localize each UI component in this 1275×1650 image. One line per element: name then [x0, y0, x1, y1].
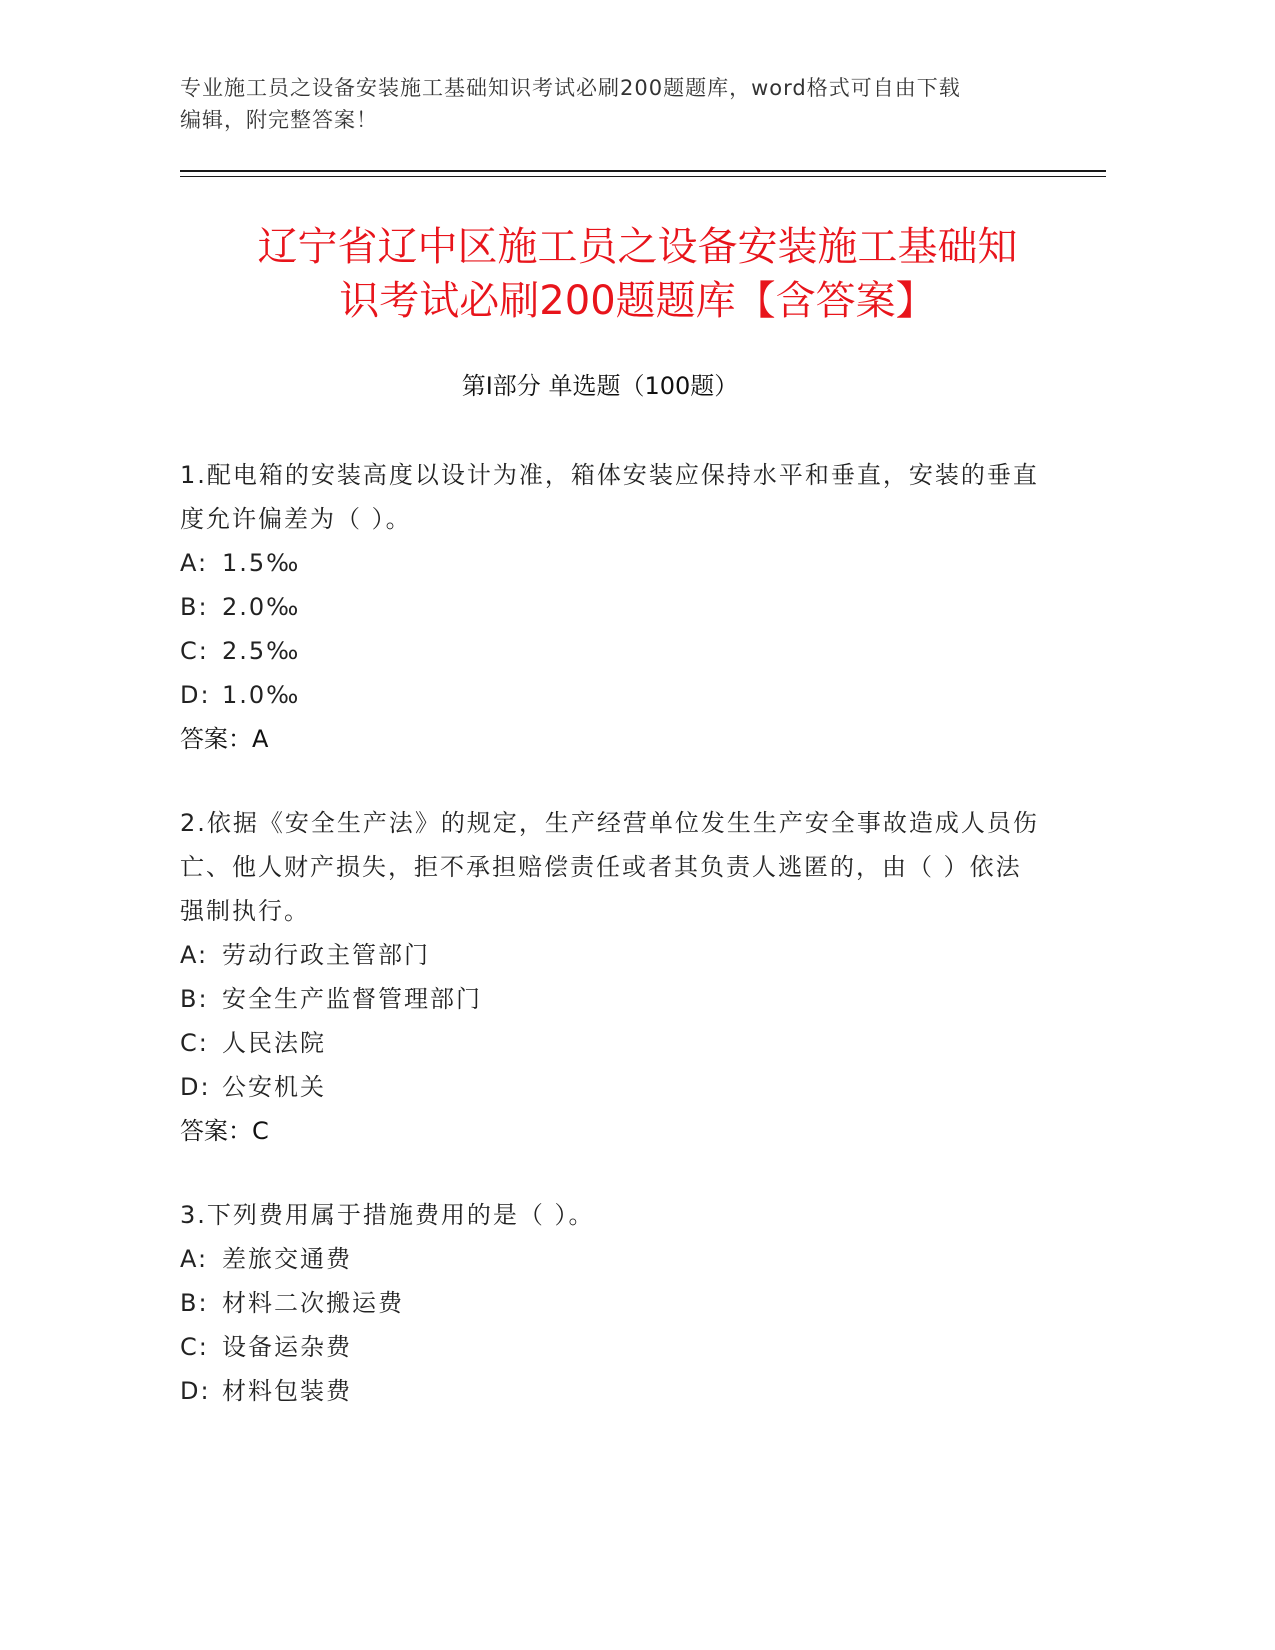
- option-letter: B:: [180, 593, 209, 621]
- question-stem: 3.下列费用属于措施费用的是（ ）。: [180, 1201, 595, 1229]
- option-b: [180, 977, 1040, 1021]
- option-c: [180, 1325, 1040, 1369]
- option-text: 安全生产监督管理部门: [222, 985, 482, 1013]
- header-rule-thin: [180, 176, 1106, 177]
- option-letter: A:: [180, 941, 209, 969]
- option-d: [180, 1065, 1040, 1109]
- option-d: [180, 1369, 1040, 1413]
- option-letter: C:: [180, 1029, 209, 1057]
- question-stem: 1.配电箱的安装高度以设计为准，箱体安装应保持水平和垂直，安装的垂直度允许偏差为（ ）。: [180, 461, 1039, 533]
- header-note-line1: 专业施工员之设备安装施工基础知识考试必刷200题题库，word格式可自由下载: [180, 76, 961, 100]
- document-title: [150, 220, 1125, 328]
- option-text: 1.0‰: [222, 681, 301, 709]
- option-text: 劳动行政主管部门: [222, 941, 430, 969]
- header-rule-thick: [180, 170, 1106, 172]
- option-text: 人民法院: [222, 1029, 326, 1057]
- option-text: 材料包装费: [222, 1377, 352, 1405]
- question-1: [180, 453, 1040, 761]
- answer: 答案：A: [180, 725, 269, 753]
- answer: 答案：C: [180, 1117, 269, 1145]
- document-title-line2: 识考试必刷200题题库【含答案】: [339, 278, 936, 324]
- option-text: 2.0‰: [222, 593, 301, 621]
- header-note: [180, 72, 1060, 136]
- option-b: [180, 585, 1040, 629]
- option-d: [180, 673, 1040, 717]
- option-letter: B:: [180, 1289, 209, 1317]
- option-text: 2.5‰: [222, 637, 301, 665]
- section-title: 第Ⅰ部分 单选题（100题）: [461, 372, 739, 400]
- option-letter: A:: [180, 549, 209, 577]
- option-letter: A:: [180, 1245, 209, 1273]
- option-letter: C:: [180, 637, 209, 665]
- option-a: [180, 541, 1040, 585]
- question-3: [180, 1193, 1040, 1413]
- option-c: [180, 629, 1040, 673]
- header-note-line2: 编辑，附完整答案！: [180, 108, 378, 132]
- option-text: 材料二次搬运费: [222, 1289, 404, 1317]
- option-letter: D:: [180, 1377, 211, 1405]
- option-letter: B:: [180, 985, 209, 1013]
- option-text: 公安机关: [222, 1073, 326, 1101]
- option-text: 1.5‰: [222, 549, 301, 577]
- option-letter: D:: [180, 681, 211, 709]
- option-a: [180, 933, 1040, 977]
- question-2: [180, 801, 1040, 1153]
- option-letter: D:: [180, 1073, 211, 1101]
- option-b: [180, 1281, 1040, 1325]
- option-text: 差旅交通费: [222, 1245, 352, 1273]
- option-letter: C:: [180, 1333, 209, 1361]
- document-title-line1: 辽宁省辽中区施工员之设备安装施工基础知: [257, 224, 1018, 270]
- option-a: [180, 1237, 1040, 1281]
- question-stem: 2.依据《安全生产法》的规定，生产经营单位发生生产安全事故造成人员伤亡、他人财产损失，拒不承担赔偿责任或者其负责人逃匿的，由（ ）依法强制执行。: [180, 809, 1039, 925]
- option-text: 设备运杂费: [222, 1333, 352, 1361]
- option-c: [180, 1021, 1040, 1065]
